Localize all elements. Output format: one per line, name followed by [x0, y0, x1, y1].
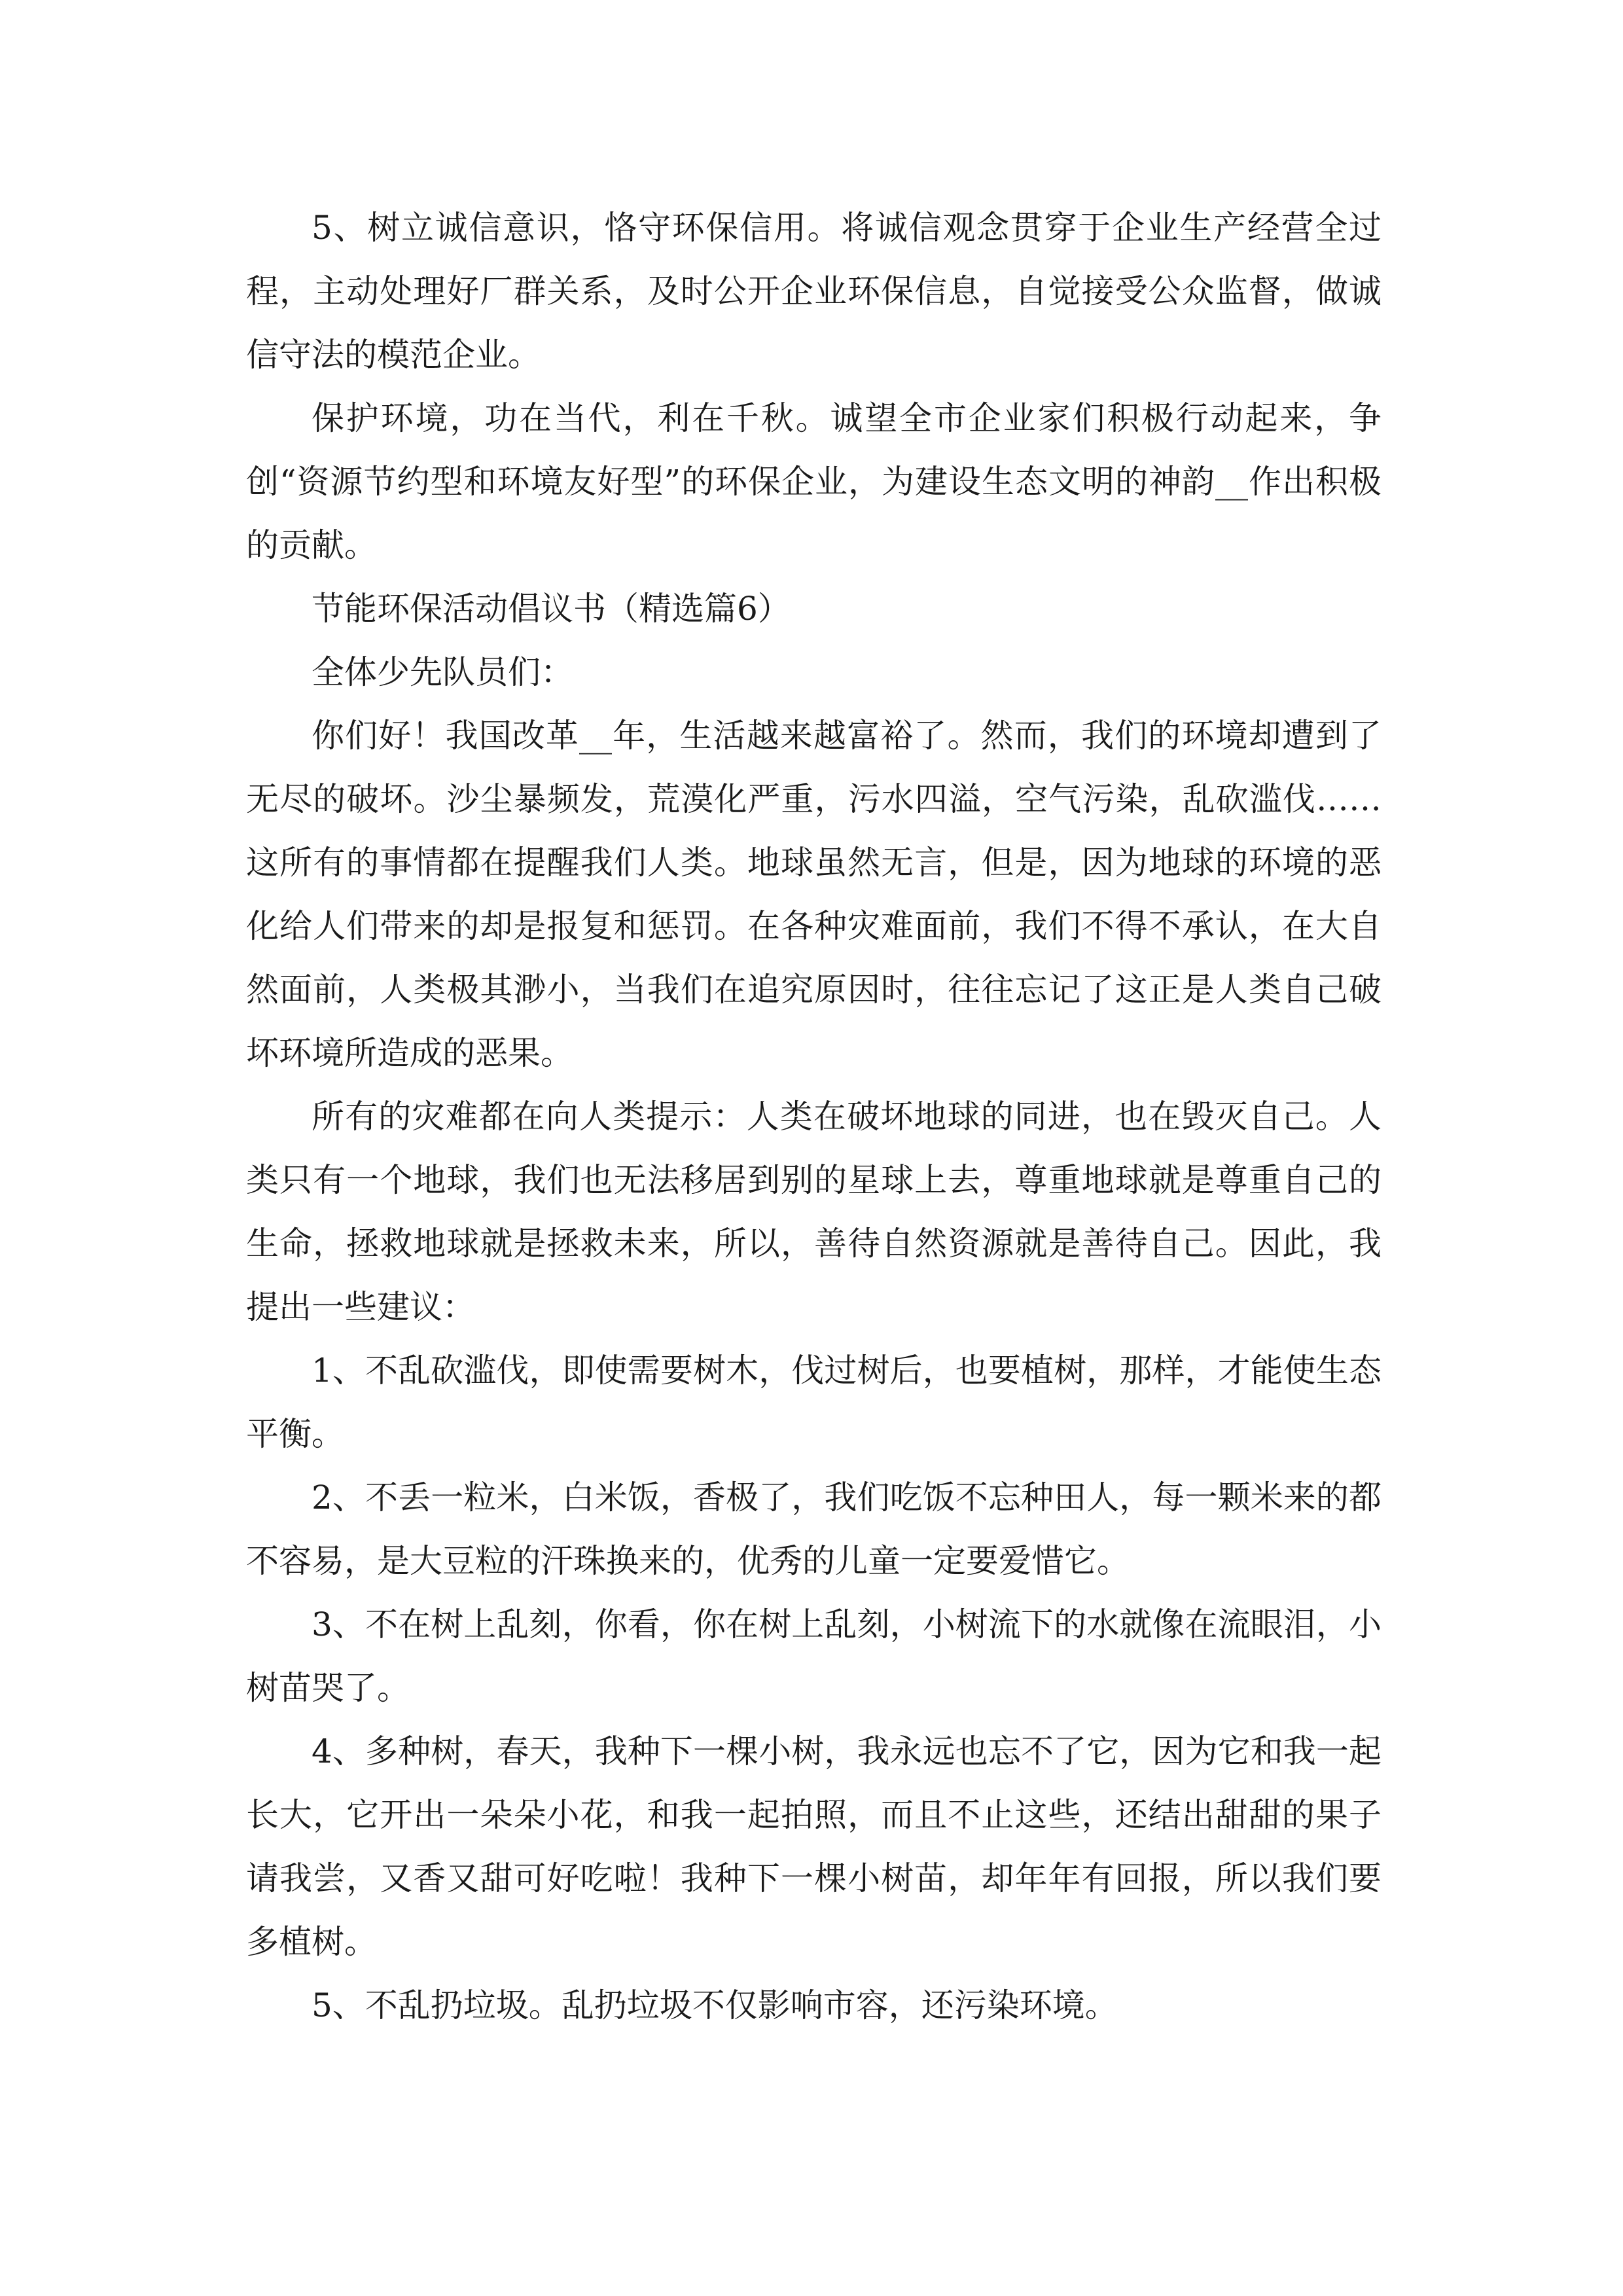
paragraph-protect-environment: 保护环境，功在当代，利在千秋。诚望全市企业家们积极行动起来，争创“资源节约型和环境友好型”的环保企业，为建设生态文明的神韵__作出积极的贡献。 — [246, 399, 1382, 564]
paragraph-item-5-integrity: 5、树立诚信意识，恪守环保信用。将诚信观念贯穿于企业生产经营全过程，主动处理好厂群关系，及时公开企业环保信息，自觉接受公众监督，做诚信守法的模范企业。 — [246, 209, 1382, 374]
salutation: 全体少先队员们： — [312, 653, 573, 691]
document-body — [246, 196, 1382, 2037]
list-item-4: 4、多种树，春天，我种下一棵小树，我永远也忘不了它，因为它和我一起长大，它开出一朵朵小花，和我一起拍照，而且不止这些，还结出甜甜的果子请我尝，又香又甜可好吃啦！我种下一棵小树苗，却年年有回报，所以我们要多植树。 — [246, 1732, 1382, 1961]
list-item-3: 3、不在树上乱刻，你看，你在树上乱刻，小树流下的水就像在流眼泪，小树苗哭了。 — [246, 1605, 1382, 1707]
list-item-5: 5、不乱扔垃圾。乱扔垃圾不仅影响市容，还污染环境。 — [312, 1986, 1118, 2024]
section-title: 节能环保活动倡议书（精选篇6） — [312, 590, 791, 628]
paragraph-greeting: 你们好！我国改革__年，生活越来越富裕了。然而，我们的环境却遭到了无尽的破坏。沙尘暴频发，荒漠化严重，污水四溢，空气污染，乱砍滥伐……这所有的事情都在提醒我们人类。地球虽然无言，但是，因为地球的环境的恶化给人们带来的却是报复和惩罚。在各种灾难面前，我们不得不承认，在大自然面前，人类极其渺小，当我们在追究原因时，往往忘记了这正是人类自己破坏环境所造成的恶果。 — [246, 717, 1382, 1072]
list-item-1: 1、不乱砍滥伐，即使需要树木，伐过树后，也要植树，那样，才能使生态平衡。 — [246, 1352, 1382, 1453]
list-item-2: 2、不丢一粒米，白米饭，香极了，我们吃饭不忘种田人，每一颗米来的都不容易，是大豆粒的汗珠换来的，优秀的儿童一定要爱惜它。 — [246, 1479, 1382, 1580]
paragraph-disasters: 所有的灾难都在向人类提示：人类在破坏地球的同进，也在毁灭自己。人类只有一个地球，我们也无法移居到别的星球上去，尊重地球就是尊重自己的生命，拯救地球就是拯救未来，所以，善待自然资源就是善待自己。因此，我提出一些建议： — [246, 1098, 1382, 1326]
